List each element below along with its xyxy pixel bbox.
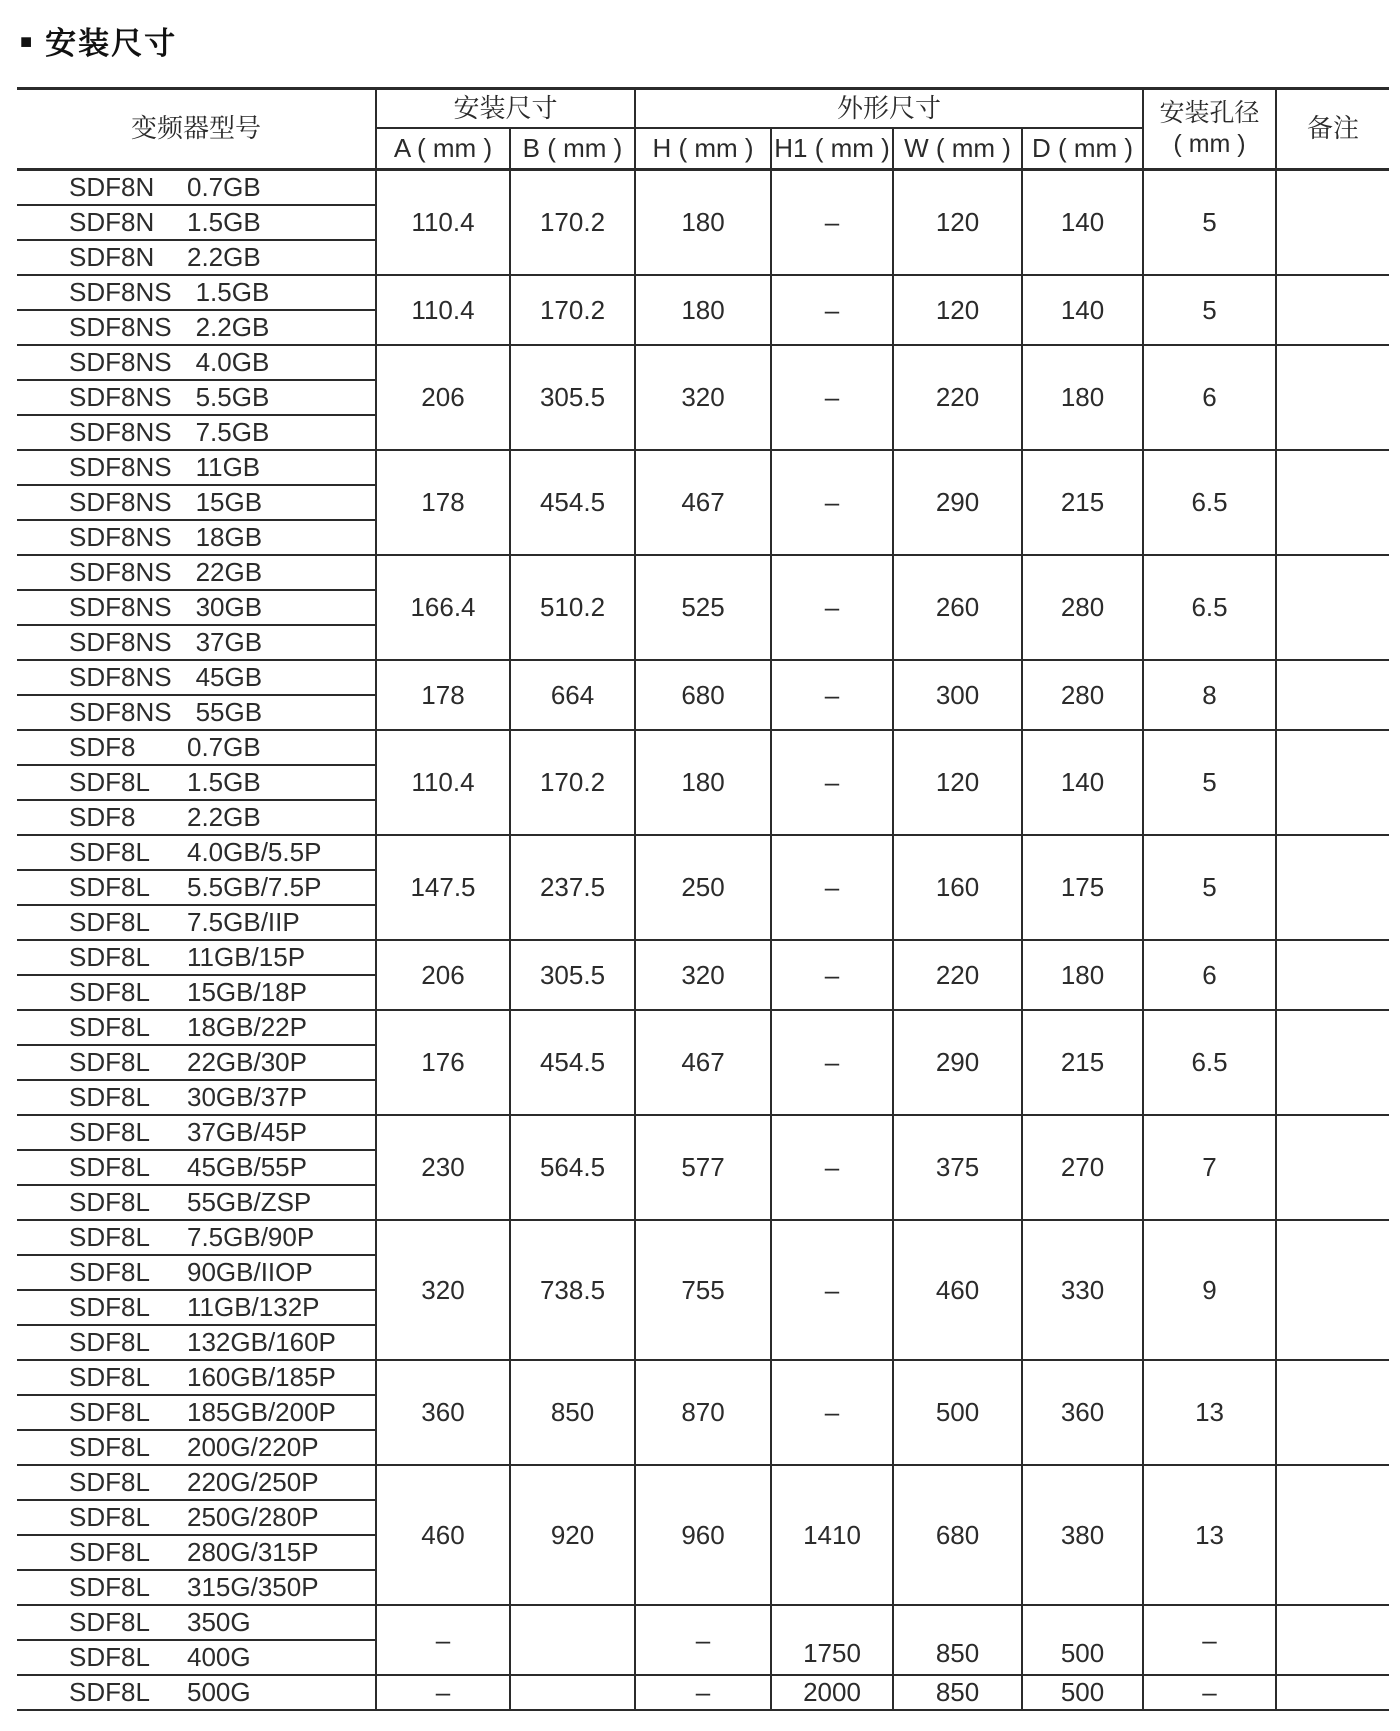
cell-h1: – <box>771 1220 893 1360</box>
model-cell <box>17 835 376 870</box>
cell-h: – <box>635 1605 771 1675</box>
remark-cell <box>1276 1675 1389 1710</box>
model-spec: 315G/350P <box>187 1572 319 1602</box>
table-header <box>17 89 1389 170</box>
remark-cell <box>1276 1115 1389 1220</box>
cell-b: 237.5 <box>510 835 635 940</box>
model-cell <box>17 170 376 206</box>
cell-hole: 5 <box>1143 835 1276 940</box>
model-spec: 90GB/IIOP <box>187 1257 313 1287</box>
remark-cell <box>1276 835 1389 940</box>
cell-w: 260 <box>893 555 1022 660</box>
cell-d: 140 <box>1022 275 1143 345</box>
cell-b: 305.5 <box>510 345 635 450</box>
cell-h1: – <box>771 345 893 450</box>
cell-hole: 9 <box>1143 1220 1276 1360</box>
page-title <box>20 18 1400 63</box>
remark-cell <box>1276 1605 1389 1675</box>
page-title-text: 安装尺寸 <box>45 26 178 61</box>
cell-h1: – <box>771 835 893 940</box>
model-cell <box>17 870 376 905</box>
model-family: SDF8L <box>69 1257 150 1287</box>
model-family: SDF8L <box>69 1012 150 1042</box>
cell-a: 166.4 <box>376 555 510 660</box>
model-spec: 160GB/185P <box>187 1362 336 1392</box>
model-family: SDF8NS <box>69 382 172 412</box>
model-cell <box>17 1535 376 1570</box>
model-spec: 22GB <box>195 557 263 587</box>
cell-hole: 6.5 <box>1143 450 1276 555</box>
cell-hole: – <box>1143 1675 1276 1710</box>
cell-h: 320 <box>635 940 771 1010</box>
cell-d: 270 <box>1022 1115 1143 1220</box>
cell-a: 206 <box>376 345 510 450</box>
cell-w: 300 <box>893 660 1022 730</box>
table-row <box>17 1360 1389 1395</box>
model-spec: 1.5GB <box>187 767 261 797</box>
cell-w: 680 <box>893 1465 1022 1605</box>
model-spec: 280G/315P <box>187 1537 319 1567</box>
model-cell <box>17 205 376 240</box>
cell-b: 454.5 <box>510 1010 635 1115</box>
header-hole-line1: 安装孔径 <box>1159 99 1260 128</box>
model-family: SDF8L <box>69 1047 150 1077</box>
cell-d: 500 <box>1022 1605 1143 1675</box>
cell-hole: 13 <box>1143 1360 1276 1465</box>
cell-d: 215 <box>1022 450 1143 555</box>
cell-d: 280 <box>1022 555 1143 660</box>
model-spec: 4.0GB <box>195 347 270 377</box>
model-family: SDF8L <box>69 1117 150 1147</box>
model-family: SDF8L <box>69 942 150 972</box>
model-spec: 5.5GB <box>195 382 270 412</box>
cell-a: 230 <box>376 1115 510 1220</box>
cell-h1: – <box>771 1010 893 1115</box>
model-family: SDF8NS <box>69 452 172 482</box>
cell-h1: 1750 <box>771 1605 893 1675</box>
remark-cell <box>1276 555 1389 660</box>
model-family: SDF8N <box>69 172 155 202</box>
header-hole-diameter <box>1143 89 1276 170</box>
model-cell <box>17 450 376 485</box>
cell-d: 140 <box>1022 170 1143 276</box>
cell-b: 564.5 <box>510 1115 635 1220</box>
model-family: SDF8NS <box>69 487 172 517</box>
cell-d: 360 <box>1022 1360 1143 1465</box>
table-body <box>17 170 1389 1711</box>
model-family: SDF8NS <box>69 417 172 447</box>
model-family: SDF8L <box>69 1292 150 1322</box>
cell-a: – <box>376 1675 510 1710</box>
cell-b: 454.5 <box>510 450 635 555</box>
cell-w: 850 <box>893 1675 1022 1710</box>
cell-b: 170.2 <box>510 170 635 276</box>
model-family: SDF8L <box>69 1607 150 1637</box>
model-family: SDF8L <box>69 907 150 937</box>
table-row <box>17 660 1389 695</box>
cell-b: 738.5 <box>510 1220 635 1360</box>
model-family: SDF8L <box>69 1082 150 1112</box>
header-outline-dims-group: 外形尺寸 <box>635 89 1143 129</box>
cell-b: 170.2 <box>510 730 635 835</box>
model-spec: 220G/250P <box>187 1467 319 1497</box>
model-spec: 200G/220P <box>187 1432 319 1462</box>
cell-w: 850 <box>893 1605 1022 1675</box>
model-spec: 2.2GB <box>187 802 261 832</box>
cell-h1: – <box>771 940 893 1010</box>
cell-d: 180 <box>1022 940 1143 1010</box>
remark-cell <box>1276 660 1389 730</box>
model-cell <box>17 1605 376 1640</box>
cell-hole: 5 <box>1143 170 1276 276</box>
model-family: SDF8N <box>69 242 155 272</box>
table-row <box>17 835 1389 870</box>
cell-h1: 2000 <box>771 1675 893 1710</box>
header-d-mm: D ( mm ) <box>1022 128 1143 170</box>
header-h-mm: H ( mm ) <box>635 128 771 170</box>
cell-h1: – <box>771 1360 893 1465</box>
model-cell <box>17 1045 376 1080</box>
model-cell <box>17 625 376 660</box>
cell-b: 305.5 <box>510 940 635 1010</box>
cell-b: 664 <box>510 660 635 730</box>
model-cell <box>17 275 376 310</box>
model-spec: 0.7GB <box>187 732 261 762</box>
model-family: SDF8L <box>69 1432 150 1462</box>
model-cell <box>17 1010 376 1045</box>
header-b-mm: B ( mm ) <box>510 128 635 170</box>
header-remark: 备注 <box>1276 89 1389 170</box>
cell-b: 170.2 <box>510 275 635 345</box>
model-spec: 11GB/15P <box>187 942 306 972</box>
cell-w: 220 <box>893 345 1022 450</box>
cell-h: 250 <box>635 835 771 940</box>
model-family: SDF8NS <box>69 557 172 587</box>
cell-h1: – <box>771 1115 893 1220</box>
cell-h: 180 <box>635 275 771 345</box>
model-family: SDF8L <box>69 1327 150 1357</box>
model-cell <box>17 1570 376 1605</box>
header-hole-line2: ( mm ) <box>1173 130 1246 158</box>
model-family: SDF8L <box>69 1642 150 1672</box>
remark-cell <box>1276 730 1389 835</box>
model-cell <box>17 485 376 520</box>
cell-hole: 13 <box>1143 1465 1276 1605</box>
model-spec: 55GB/ZSP <box>187 1187 312 1217</box>
model-family: SDF8L <box>69 872 150 902</box>
cell-a: 460 <box>376 1465 510 1605</box>
table-row <box>17 170 1389 206</box>
model-family: SDF8 <box>69 802 136 832</box>
square-bullet-icon: ■ <box>20 30 35 53</box>
model-spec: 2.2GB <box>195 312 270 342</box>
cell-h: 680 <box>635 660 771 730</box>
model-cell <box>17 1465 376 1500</box>
remark-cell <box>1276 940 1389 1010</box>
cell-h: 467 <box>635 1010 771 1115</box>
table-row <box>17 1675 1389 1710</box>
model-family: SDF8L <box>69 1537 150 1567</box>
cell-hole: 6 <box>1143 940 1276 1010</box>
model-cell <box>17 1220 376 1255</box>
cell-a: 176 <box>376 1010 510 1115</box>
model-spec: 132GB/160P <box>187 1327 336 1357</box>
model-family: SDF8L <box>69 1572 150 1602</box>
cell-d: 380 <box>1022 1465 1143 1605</box>
model-cell <box>17 1430 376 1465</box>
model-cell <box>17 905 376 940</box>
model-spec: 2.2GB <box>187 242 261 272</box>
model-family: SDF8L <box>69 1677 150 1707</box>
table-row <box>17 555 1389 590</box>
model-cell <box>17 940 376 975</box>
cell-d: 140 <box>1022 730 1143 835</box>
model-spec: 250G/280P <box>187 1502 319 1532</box>
table-row <box>17 1465 1389 1500</box>
cell-b <box>510 1675 635 1710</box>
cell-h1: – <box>771 275 893 345</box>
cell-b: 920 <box>510 1465 635 1605</box>
cell-d: 280 <box>1022 660 1143 730</box>
model-spec: 1.5GB <box>187 207 261 237</box>
model-cell <box>17 1325 376 1360</box>
model-spec: 500G <box>187 1677 251 1707</box>
cell-w: 375 <box>893 1115 1022 1220</box>
model-family: SDF8L <box>69 1222 150 1252</box>
cell-h: 755 <box>635 1220 771 1360</box>
model-family: SDF8L <box>69 977 150 1007</box>
remark-cell <box>1276 1220 1389 1360</box>
model-cell <box>17 415 376 450</box>
model-family: SDF8NS <box>69 347 172 377</box>
model-cell <box>17 695 376 730</box>
cell-h: 467 <box>635 450 771 555</box>
cell-w: 500 <box>893 1360 1022 1465</box>
model-family: SDF8NS <box>69 277 172 307</box>
model-family: SDF8L <box>69 1502 150 1532</box>
cell-d: 500 <box>1022 1675 1143 1710</box>
model-cell <box>17 1395 376 1430</box>
model-cell <box>17 345 376 380</box>
model-family: SDF8NS <box>69 312 172 342</box>
cell-a: 206 <box>376 940 510 1010</box>
cell-a: 110.4 <box>376 275 510 345</box>
cell-hole: – <box>1143 1605 1276 1675</box>
model-cell <box>17 520 376 555</box>
cell-h1: – <box>771 730 893 835</box>
cell-w: 220 <box>893 940 1022 1010</box>
model-spec: 0.7GB <box>187 172 261 202</box>
model-family: SDF8L <box>69 1187 150 1217</box>
cell-h: 525 <box>635 555 771 660</box>
cell-d: 180 <box>1022 345 1143 450</box>
cell-h: 180 <box>635 730 771 835</box>
model-spec: 45GB/55P <box>187 1152 307 1182</box>
cell-h1: – <box>771 660 893 730</box>
cell-w: 460 <box>893 1220 1022 1360</box>
cell-h1: – <box>771 170 893 276</box>
model-cell <box>17 555 376 590</box>
remark-cell <box>1276 1010 1389 1115</box>
cell-w: 160 <box>893 835 1022 940</box>
cell-a: 178 <box>376 450 510 555</box>
cell-hole: 5 <box>1143 730 1276 835</box>
cell-hole: 5 <box>1143 275 1276 345</box>
cell-h1: – <box>771 450 893 555</box>
model-family: SDF8L <box>69 1467 150 1497</box>
cell-a: 320 <box>376 1220 510 1360</box>
cell-hole: 6.5 <box>1143 1010 1276 1115</box>
model-cell <box>17 975 376 1010</box>
model-cell <box>17 310 376 345</box>
model-cell <box>17 800 376 835</box>
model-spec: 30GB <box>195 592 263 622</box>
model-family: SDF8L <box>69 1152 150 1182</box>
model-cell <box>17 730 376 765</box>
model-family: SDF8NS <box>69 627 172 657</box>
model-cell <box>17 1675 376 1710</box>
cell-d: 175 <box>1022 835 1143 940</box>
model-spec: 185GB/200P <box>187 1397 336 1427</box>
model-cell <box>17 1115 376 1150</box>
header-install-dims-group: 安装尺寸 <box>376 89 635 129</box>
dimensions-table <box>17 87 1389 1711</box>
model-family: SDF8L <box>69 837 150 867</box>
model-spec: 7.5GB/90P <box>187 1222 315 1252</box>
header-row-groups <box>17 89 1389 129</box>
model-cell <box>17 1150 376 1185</box>
model-spec: 7.5GB <box>195 417 270 447</box>
header-a-mm: A ( mm ) <box>376 128 510 170</box>
table-row <box>17 345 1389 380</box>
model-cell <box>17 660 376 695</box>
model-cell <box>17 765 376 800</box>
cell-a: 360 <box>376 1360 510 1465</box>
model-cell <box>17 1080 376 1115</box>
model-family: SDF8NS <box>69 697 172 727</box>
model-family: SDF8L <box>69 1362 150 1392</box>
cell-b <box>510 1605 635 1675</box>
remark-cell <box>1276 345 1389 450</box>
cell-a: 110.4 <box>376 730 510 835</box>
model-spec: 15GB <box>195 487 263 517</box>
model-family: SDF8L <box>69 1397 150 1427</box>
table-row <box>17 450 1389 485</box>
model-family: SDF8 <box>69 732 136 762</box>
cell-w: 120 <box>893 275 1022 345</box>
model-spec: 22GB/30P <box>187 1047 307 1077</box>
cell-hole: 6 <box>1143 345 1276 450</box>
header-h1-mm: H1 ( mm ) <box>771 128 893 170</box>
model-spec: 5.5GB/7.5P <box>187 872 322 902</box>
model-cell <box>17 1500 376 1535</box>
model-spec: 55GB <box>195 697 263 727</box>
cell-h1: – <box>771 555 893 660</box>
cell-hole: 7 <box>1143 1115 1276 1220</box>
model-spec: 30GB/37P <box>187 1082 307 1112</box>
cell-w: 290 <box>893 450 1022 555</box>
table-row <box>17 1605 1389 1640</box>
cell-d: 330 <box>1022 1220 1143 1360</box>
model-family: SDF8L <box>69 767 150 797</box>
remark-cell <box>1276 170 1389 276</box>
model-cell <box>17 380 376 415</box>
table-row <box>17 275 1389 310</box>
remark-cell <box>1276 450 1389 555</box>
model-family: SDF8NS <box>69 592 172 622</box>
model-spec: 350G <box>187 1607 251 1637</box>
cell-h: – <box>635 1675 771 1710</box>
model-cell <box>17 590 376 625</box>
model-spec: 400G <box>187 1642 251 1672</box>
remark-cell <box>1276 275 1389 345</box>
cell-b: 510.2 <box>510 555 635 660</box>
cell-h: 870 <box>635 1360 771 1465</box>
cell-a: – <box>376 1605 510 1675</box>
remark-cell <box>1276 1360 1389 1465</box>
model-cell <box>17 1360 376 1395</box>
cell-h: 960 <box>635 1465 771 1605</box>
model-spec: 15GB/18P <box>187 977 307 1007</box>
model-spec: 11GB <box>195 452 261 482</box>
model-cell <box>17 240 376 275</box>
model-spec: 11GB/132P <box>187 1292 320 1322</box>
table-row <box>17 730 1389 765</box>
model-family: SDF8NS <box>69 662 172 692</box>
model-cell <box>17 1290 376 1325</box>
model-family: SDF8N <box>69 207 155 237</box>
model-spec: 18GB/22P <box>187 1012 307 1042</box>
table-row <box>17 1220 1389 1255</box>
header-model: 变频器型号 <box>17 89 376 170</box>
remark-cell <box>1276 1465 1389 1605</box>
cell-h: 577 <box>635 1115 771 1220</box>
header-w-mm: W ( mm ) <box>893 128 1022 170</box>
cell-a: 147.5 <box>376 835 510 940</box>
model-spec: 37GB/45P <box>187 1117 307 1147</box>
cell-w: 290 <box>893 1010 1022 1115</box>
cell-h1: 1410 <box>771 1465 893 1605</box>
cell-d: 215 <box>1022 1010 1143 1115</box>
cell-w: 120 <box>893 730 1022 835</box>
model-spec: 37GB <box>195 627 263 657</box>
cell-w: 120 <box>893 170 1022 276</box>
cell-a: 110.4 <box>376 170 510 276</box>
model-spec: 18GB <box>195 522 263 552</box>
model-spec: 7.5GB/IIP <box>187 907 300 937</box>
cell-a: 178 <box>376 660 510 730</box>
table-row <box>17 1010 1389 1045</box>
model-spec: 45GB <box>195 662 263 692</box>
cell-h: 180 <box>635 170 771 276</box>
model-family: SDF8NS <box>69 522 172 552</box>
cell-hole: 6.5 <box>1143 555 1276 660</box>
cell-b: 850 <box>510 1360 635 1465</box>
cell-hole: 8 <box>1143 660 1276 730</box>
model-spec: 4.0GB/5.5P <box>187 837 322 867</box>
model-cell <box>17 1185 376 1220</box>
model-cell <box>17 1255 376 1290</box>
model-spec: 1.5GB <box>195 277 270 307</box>
table-row <box>17 1115 1389 1150</box>
table-row <box>17 940 1389 975</box>
model-cell <box>17 1640 376 1675</box>
cell-h: 320 <box>635 345 771 450</box>
